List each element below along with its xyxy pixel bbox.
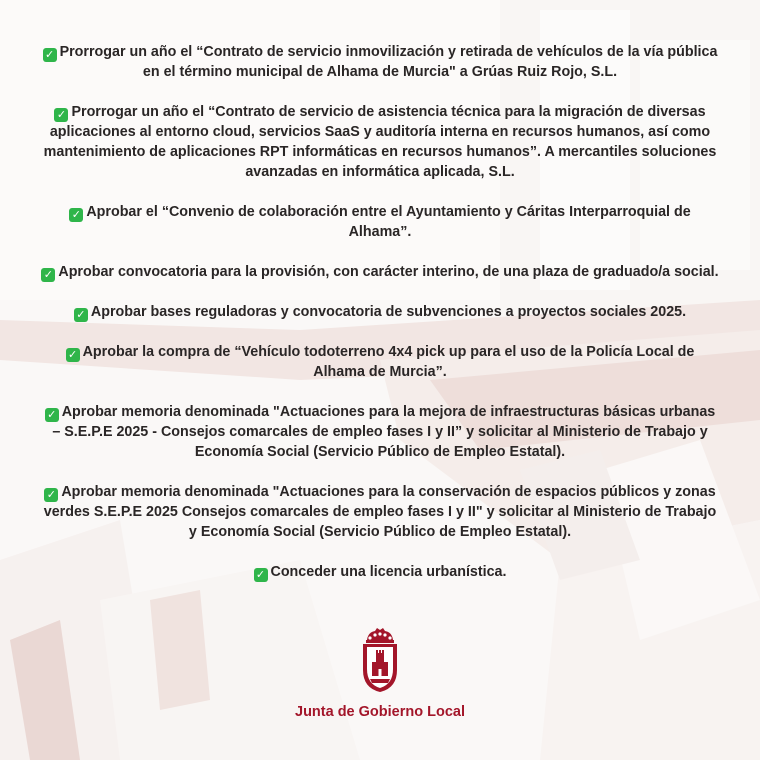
check-mark-button-icon: ✓	[69, 208, 83, 222]
agreement-text: Aprobar bases reguladoras y convocatoria de subvenciones a proyectos sociales 2025.	[90, 304, 687, 320]
check-mark-button-icon: ✓	[66, 348, 80, 362]
check-mark-button-icon: ✓	[45, 408, 59, 422]
agreement-item	[40, 562, 720, 582]
agreement-text: Aprobar el “Convenio de colaboración entre el Ayuntamiento y Cáritas Interparroquial de Alhama”.	[86, 204, 691, 240]
agreement-item	[40, 42, 720, 82]
municipal-crest-icon	[359, 626, 401, 694]
agreement-text: Aprobar convocatoria para la provisión, con carácter interino, de una plaza de graduado/a social.	[58, 264, 719, 280]
agreements-list	[40, 42, 720, 602]
agreement-item	[40, 302, 720, 322]
check-mark-button-icon: ✓	[74, 308, 88, 322]
check-mark-button-icon: ✓	[41, 268, 55, 282]
agreement-text: Aprobar la compra de “Vehículo todoterreno 4x4 pick up para el uso de la Policía Local de Alhama de Murcia”.	[82, 344, 695, 380]
footer	[0, 626, 760, 720]
agreement-item	[40, 482, 720, 542]
agreement-text: Conceder una licencia urbanística.	[270, 564, 507, 580]
check-mark-button-icon: ✓	[43, 48, 57, 62]
agreement-text: Aprobar memoria denominada "Actuaciones para la mejora de infraestructuras básicas urbanas – S.E.P.E 2025 - Consejos comarcales de empleo fases I y II” y solicitar al Ministerio de Trabajo y Economía Social (Servicio Público de Empleo Estatal).	[52, 404, 716, 460]
agreement-item	[40, 262, 720, 282]
agreement-item	[40, 202, 720, 242]
agreement-item	[40, 402, 720, 462]
agreement-text: Prorrogar un año el “Contrato de servicio inmovilización y retirada de vehículos de la vía pública en el término municipal de Alhama de Murcia" a Grúas Ruiz Rojo, S.L.	[59, 44, 718, 80]
agreement-item	[40, 342, 720, 382]
agreement-text: Aprobar memoria denominada "Actuaciones para la conservación de espacios públicos y zonas verdes S.E.P.E 2025 Consejos comarcales de empleo fases I y II" y solicitar al Ministerio de Trabajo y Economía Social (Servicio Público de Empleo Estatal).	[43, 484, 717, 540]
agreement-item	[40, 102, 720, 182]
check-mark-button-icon: ✓	[44, 488, 58, 502]
agreement-text: Prorrogar un año el “Contrato de servicio de asistencia técnica para la migración de diversas aplicaciones al entorno cloud, servicios SaaS y auditoría interna en recursos humanos, así como mantenimiento de aplicaciones RPT informáticas en recursos humanos”. A mercantiles soluciones avanzadas en informática aplicada, S.L.	[43, 104, 717, 180]
footer-title: Junta de Gobierno Local	[295, 704, 465, 720]
check-mark-button-icon: ✓	[54, 108, 68, 122]
check-mark-button-icon: ✓	[254, 568, 268, 582]
